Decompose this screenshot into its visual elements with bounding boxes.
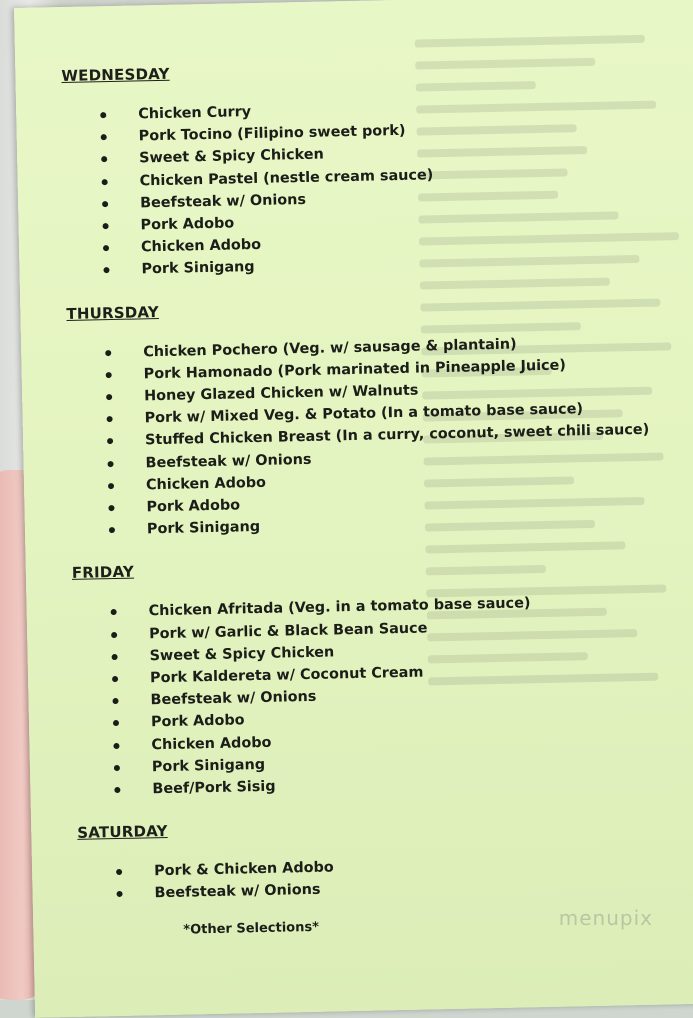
- menu-item-label: Pork Sinigang: [151, 756, 266, 776]
- menu-items-list: [62, 93, 626, 282]
- menu-item-label: Beefsteak w/ Onions: [145, 451, 312, 471]
- menu-item-label: Beefsteak w/ Onions: [139, 191, 307, 212]
- bullet-icon: [113, 743, 119, 749]
- bullet-icon: [113, 720, 119, 726]
- menu-item-label: Pork Tocino (Filipino sweet pork): [138, 123, 406, 145]
- menu-item-label: Pork Sinigang: [146, 519, 261, 538]
- day-heading: THURSDAY: [66, 302, 159, 323]
- bullet-icon: [112, 654, 118, 660]
- bullet-icon: [103, 245, 109, 251]
- menu-content: [61, 55, 650, 961]
- watermark: menupix: [558, 906, 653, 930]
- menu-item-label: Stuffed Chicken Breast (In a curry, coconut, sweet chili sauce): [144, 422, 650, 449]
- bullet-icon: [111, 609, 117, 615]
- bullet-icon: [103, 267, 109, 273]
- bullet-icon: [107, 416, 113, 422]
- menu-item-label: Chicken Pochero (Veg. w/ sausage & plantain): [143, 336, 517, 360]
- bullet-icon: [107, 438, 113, 444]
- bullet-icon: [101, 134, 107, 140]
- menu-item-label: Beef/Pork Sisig: [152, 778, 276, 798]
- menu-items-list: [67, 331, 650, 543]
- bullet-icon: [112, 698, 118, 704]
- bullet-icon: [101, 156, 107, 162]
- bullet-icon: [114, 765, 120, 771]
- menu-item-label: Chicken Adobo: [140, 237, 262, 256]
- bullet-icon: [105, 350, 111, 356]
- menu-item-label: Pork Sinigang: [141, 259, 255, 278]
- bullet-icon: [100, 112, 106, 118]
- bullet-icon: [114, 787, 120, 793]
- menu-item-label: Beefsteak w/ Onions: [154, 882, 321, 902]
- bullet-icon: [117, 891, 123, 897]
- menu-item-label: Chicken Curry: [138, 104, 252, 123]
- day-section-thursday: [66, 293, 650, 543]
- day-heading: WEDNESDAY: [61, 64, 170, 86]
- bullet-icon: [108, 505, 114, 511]
- day-heading: FRIDAY: [71, 563, 135, 583]
- day-section-wednesday: [61, 55, 625, 282]
- menu-item-label: Chicken Pastel (nestle cream sauce): [139, 166, 434, 190]
- menu-item-label: Beefsteak w/ Onions: [150, 689, 317, 709]
- menu-item-label: Pork Adobo: [140, 215, 235, 234]
- bullet-icon: [116, 869, 122, 875]
- bullet-icon: [102, 201, 108, 207]
- bullet-icon: [106, 394, 112, 400]
- bullet-icon: [108, 483, 114, 489]
- day-heading: SATURDAY: [77, 822, 168, 843]
- menu-item-label: Pork w/ Garlic & Black Bean Sauce: [148, 620, 428, 642]
- bullet-icon: [108, 461, 114, 467]
- menu-items-list: [72, 591, 636, 803]
- menu-item-label: Chicken Adobo: [151, 734, 272, 753]
- menu-sheet: [14, 0, 693, 1018]
- menu-item-label: Chicken Afritada (Veg. in a tomato base sauce): [148, 595, 531, 620]
- menu-item-label: Pork w/ Mixed Veg. & Potato (In a tomato base sauce): [144, 401, 584, 427]
- bullet-icon: [102, 179, 108, 185]
- bullet-icon: [103, 223, 109, 229]
- day-section-saturday: [77, 812, 639, 939]
- menu-item-label: Honey Glazed Chicken w/ Walnuts: [143, 382, 419, 405]
- menu-item-label: Pork & Chicken Adobo: [153, 859, 334, 880]
- menu-item-label: Sweet & Spicy Chicken: [139, 146, 324, 167]
- menu-item-label: Pork Adobo: [150, 712, 245, 731]
- menu-items-list: [78, 850, 639, 906]
- menu-item-label: Pork Adobo: [146, 497, 241, 516]
- day-section-friday: [72, 553, 637, 803]
- bullet-icon: [106, 372, 112, 378]
- bullet-icon: [109, 527, 115, 533]
- menu-item-label: Chicken Adobo: [145, 474, 267, 494]
- bullet-icon: [111, 632, 117, 638]
- menu-item-label: Pork Hamonado (Pork marinated in Pineapple Juice): [143, 357, 567, 383]
- menu-item-label: Pork Kaldereta w/ Coconut Cream: [149, 664, 424, 687]
- menu-item-label: Sweet & Spicy Chicken: [149, 644, 335, 665]
- other-selections-note: *Other Selections*: [183, 919, 320, 938]
- bullet-icon: [112, 676, 118, 682]
